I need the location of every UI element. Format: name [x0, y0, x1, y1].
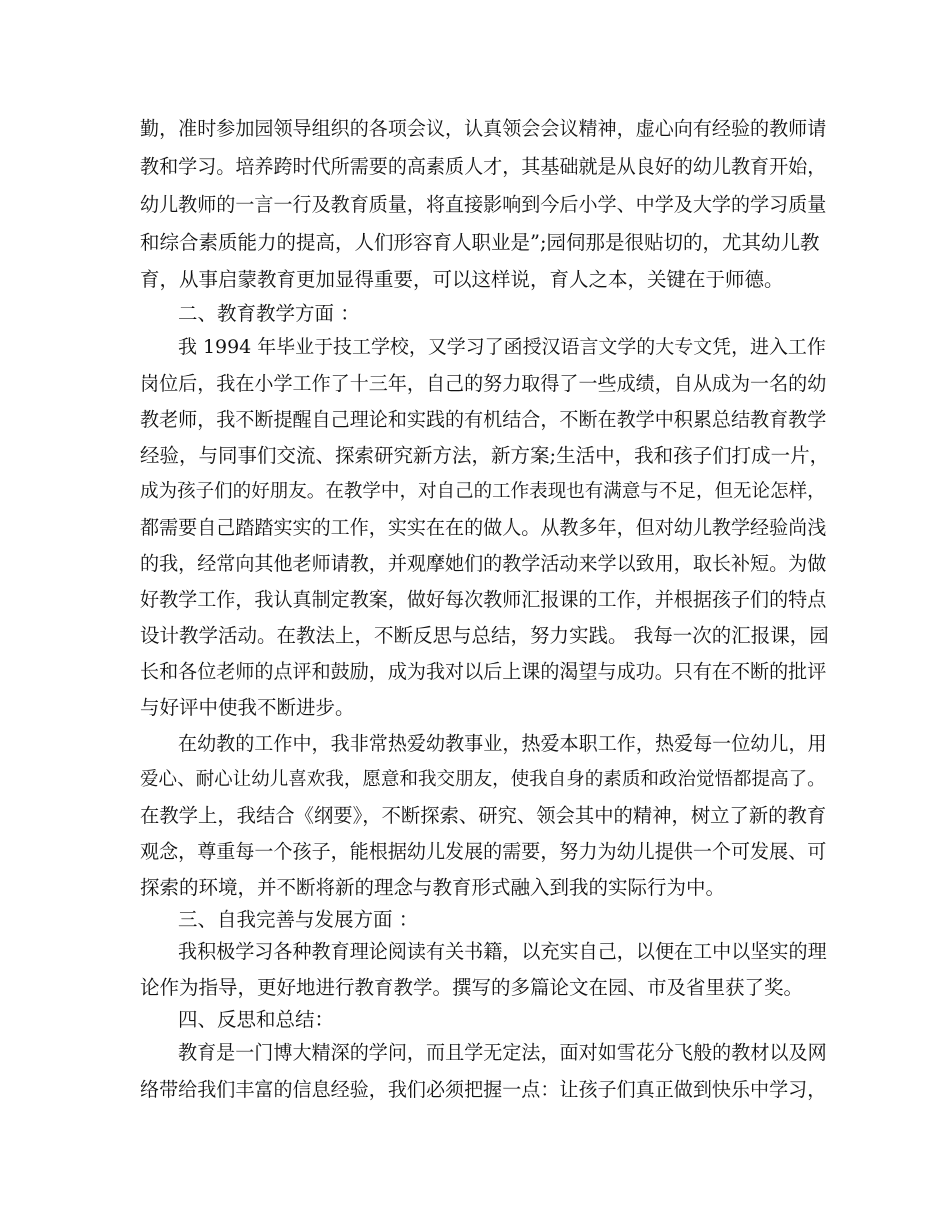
text-line: 教育是一门博大精深的学问，而且学无定法，面对如雪花分飞般的教材以及网: [178, 1042, 827, 1064]
text-line: 论作为指导，更好地进行教育教学。撰写的多篇论文在园、市及省里获了奖。: [140, 976, 804, 999]
section-heading: 三、自我完善与发展方面 ：: [178, 908, 419, 931]
text-line: 岗位后，我在小学工作了十三年，自己的努力取得了一些成绩，自从成为一名的幼: [140, 373, 827, 395]
text-line: 好教学工作，我认真制定教案，做好每次教师汇报课的工作，并根据孩子们的特点: [140, 589, 827, 611]
text-line: 教老师，我不断提醒自己理论和实践的有机结合，不断在教学中积累总结教育教学: [140, 409, 827, 431]
text-line: 教和学习。培养跨时代所需要的高素质人才，其基础就是从良好的幼儿教育开始，: [140, 156, 827, 178]
text-line: 的我，经常向其他老师请教，并观摩她们的教学活动来学以致用，取长补短。为做: [140, 553, 827, 575]
section-heading: 二、教育教学方面 ：: [178, 302, 360, 325]
text-line: 设计教学活动。在教法上，不断反思与总结，努力实践。 我每一次的汇报课，园: [140, 624, 829, 647]
text-line: 我 1994 年毕业于技工学校，又学习了函授汉语言文学的大专文凭，进入工作: [178, 336, 826, 358]
text-line: 爱心、耐心让幼儿喜欢我，愿意和我交朋友，使我自身的素质和政治觉悟都提高了。: [140, 769, 826, 790]
text-line: 幼儿教师的一言一行及教育质量，将直接影响到今后小学、中学及大学的学习质量: [140, 194, 827, 216]
section-heading: 四、反思和总结：: [178, 1008, 335, 1031]
text-line: 育，从事启蒙教育更加显得重要，可以这样说，育人之本，关键在于师德。: [140, 268, 784, 291]
text-line: 在幼教的工作中，我非常热爱幼教事业，热爱本职工作，热爱每一位幼儿，用: [178, 733, 827, 755]
text-line: 探索的环境，并不断将新的理念与教育形式融入到我的实际行为中。: [140, 876, 726, 899]
text-line: 观念，尊重每一个孩子，能根据幼儿发展的需要，努力为幼儿提供一个可发展、可: [140, 841, 827, 863]
text-line: 成为孩子们的好朋友。在教学中，对自己的工作表现也有满意与不足，但无论怎样，: [140, 481, 826, 502]
text-line: 都需要自己踏踏实实的工作，实实在在的做人。从教多年，但对幼儿教学经验尚浅: [140, 517, 827, 539]
text-line: 和综合素质能力的提高，人们形容育人职业是”;园伺那是很贴切的，尤其幼儿教: [140, 231, 820, 254]
text-line: 我积极学习各种教育理论阅读有关书籍，以充实自己，以便在工中以坚实的理: [178, 941, 827, 963]
text-line: 经验，与同事们交流、探索研究新方法，新方案;生活中，我和孩子们打成一片，: [140, 444, 830, 467]
text-line: 勤，准时参加园领导组织的各项会议，认真领会会议精神，虚心向有经验的教师请: [140, 118, 827, 140]
text-line: 络带给我们丰富的信息经验，我们必须把握一点：让孩子们真正做到快乐中学习，: [140, 1079, 827, 1101]
text-line: 与好评中使我不断进步。: [140, 696, 355, 719]
text-line: 在教学上，我结合《纲要》，不断探索、研究、领会其中的精神，树立了新的教育: [140, 804, 827, 827]
text-line: 长和各位老师的点评和鼓励，成为我对以后上课的渴望与成功。只有在不断的批评: [140, 661, 827, 683]
